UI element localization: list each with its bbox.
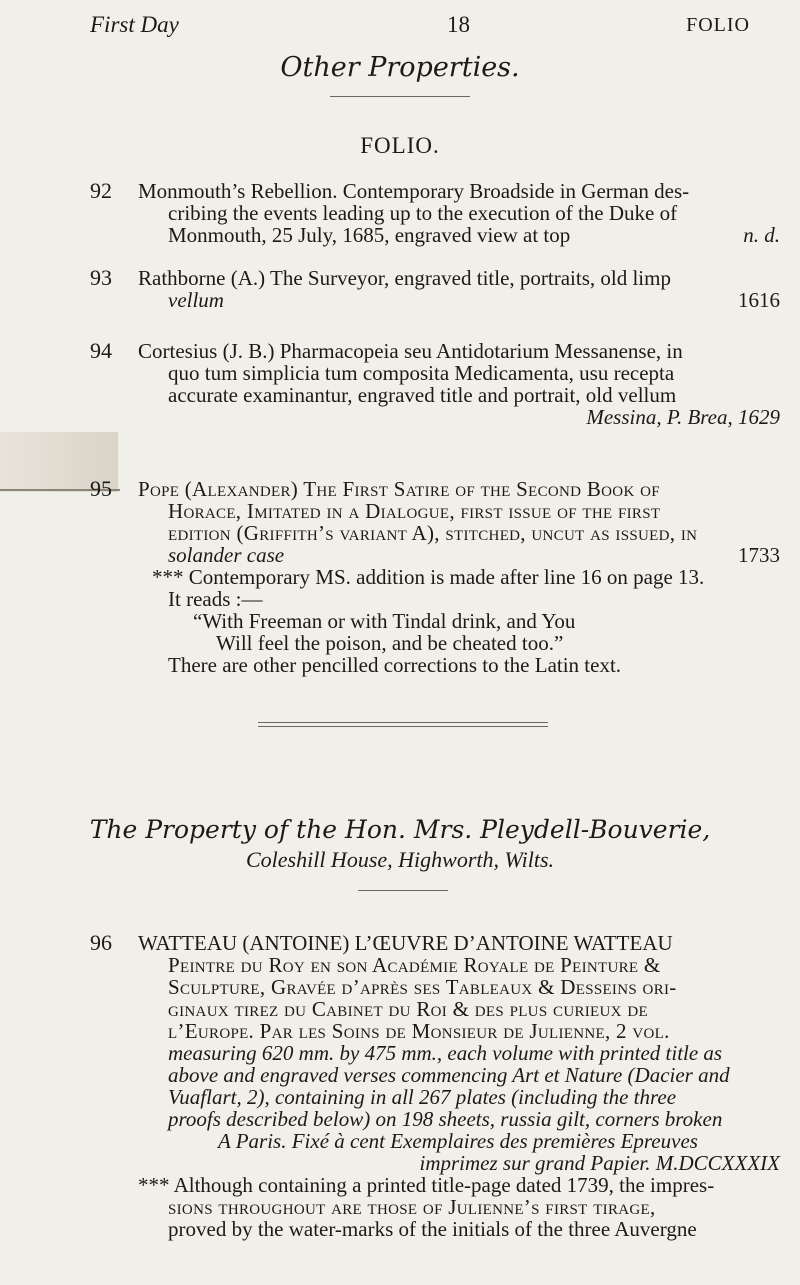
lot-line: Cortesius (J. B.) Pharmacopeia seu Antidotarium Messanense, in [138, 339, 683, 363]
lot-imprint: imprimez sur grand Papier. M.DCCXXXIX [419, 1151, 780, 1175]
lot-line: cribing the events leading up to the execution of the Duke of [168, 201, 678, 225]
lot-quote: Will feel the poison, and be cheated too.” [216, 631, 564, 655]
lot-92 [90, 180, 780, 246]
lot-note: proved by the water-marks of the initials of the three Auvergne [168, 1217, 697, 1241]
lot-note: There are other pencilled corrections to the Latin text. [168, 653, 622, 677]
lot-line: proofs described below) on 198 sheets, russia gilt, corners broken [168, 1107, 723, 1131]
lot-quote: “With Freeman or with Tindal drink, and You [193, 609, 576, 633]
owner-address: Coleshill House, Highworth, Wilts. [245, 847, 555, 872]
lot-date: n. d. [743, 223, 780, 247]
lot-number: 94 [90, 338, 112, 363]
running-head [90, 12, 750, 46]
lot-number: 96 [90, 930, 112, 955]
lot-line: Sculpture, Gravée d’après ses Tableaux & Desseins ori- [168, 975, 677, 999]
lot-line: Monmouth’s Rebellion. Contemporary Broadside in German des- [138, 179, 690, 203]
lot-date: 1733 [738, 543, 780, 567]
section-rule [258, 726, 548, 727]
lot-imprint: Messina, P. Brea, 1629 [586, 405, 780, 429]
section-rule [258, 722, 548, 723]
owner-name: The Property of the Hon. Mrs. Pleydell-Bouverie, [89, 815, 711, 844]
lot-line: Rathborne (A.) The Surveyor, engraved title, portraits, old limp [138, 266, 671, 290]
lot-line: solander case [168, 543, 285, 567]
lot-line: Horace, Imitated in a Dialogue, first issue of the first [168, 499, 661, 523]
format-heading: FOLIO. [360, 133, 440, 158]
lot-line: ginaux tirez du Cabinet du Roi & des plus curieux de [168, 997, 648, 1021]
lot-date: 1616 [738, 288, 780, 312]
lot-note: *** Although containing a printed title-page dated 1739, the impres- [138, 1173, 715, 1197]
lot-note: *** Contemporary MS. addition is made after line 16 on page 13. [152, 565, 705, 589]
lot-imprint: A Paris. Fixé à cent Exemplaires des premières Epreuves [218, 1129, 698, 1153]
lot-number: 92 [90, 178, 112, 203]
lot-number: 93 [90, 265, 112, 290]
lot-line: WATTEAU (ANTOINE) L’ŒUVRE D’ANTOINE WATTEAU [138, 931, 673, 955]
lot-line: quo tum simplicia tum composita Medicamenta, usu recepta [168, 361, 675, 385]
lot-line: l’Europe. Par les Soins de Monsieur de Julienne, 2 vol. [168, 1019, 670, 1043]
lot-line: Monmouth, 25 July, 1685, engraved view at top [168, 223, 571, 247]
lot-line: vellum [168, 288, 224, 312]
lot-line: accurate examinantur, engraved title and portrait, old vellum [168, 383, 677, 407]
lot-line: edition (Griffith’s variant A), stitched, uncut as issued, in [168, 521, 698, 545]
lot-line: measuring 620 mm. by 475 mm., each volume with printed title as [168, 1041, 723, 1065]
lot-line: above and engraved verses commencing Art et Nature (Dacier and [168, 1063, 730, 1087]
lot-line: Pope (Alexander) The First Satire of the Second Book of [138, 477, 660, 501]
running-head-left: First Day [90, 12, 179, 37]
lot-line: Peintre du Roy en son Académie Royale de Peinture & [168, 953, 661, 977]
lot-96 [90, 932, 780, 1240]
page-number: 18 [447, 12, 470, 37]
title-rule [330, 96, 470, 97]
owner-rule [358, 890, 448, 891]
lot-95 [90, 478, 780, 676]
lot-number: 95 [90, 476, 112, 501]
section-title: Other Properties. [280, 52, 520, 83]
owner-heading [0, 815, 800, 875]
lot-94 [90, 340, 780, 428]
lot-note: It reads :— [168, 587, 263, 611]
running-head-right: FOLIO [686, 14, 750, 36]
lot-93 [90, 267, 780, 311]
lot-line: Vuaflart, 2), containing in all 267 plates (including the three [168, 1085, 677, 1109]
lot-note: sions throughout are those of Julienne’s first tirage, [168, 1195, 656, 1219]
